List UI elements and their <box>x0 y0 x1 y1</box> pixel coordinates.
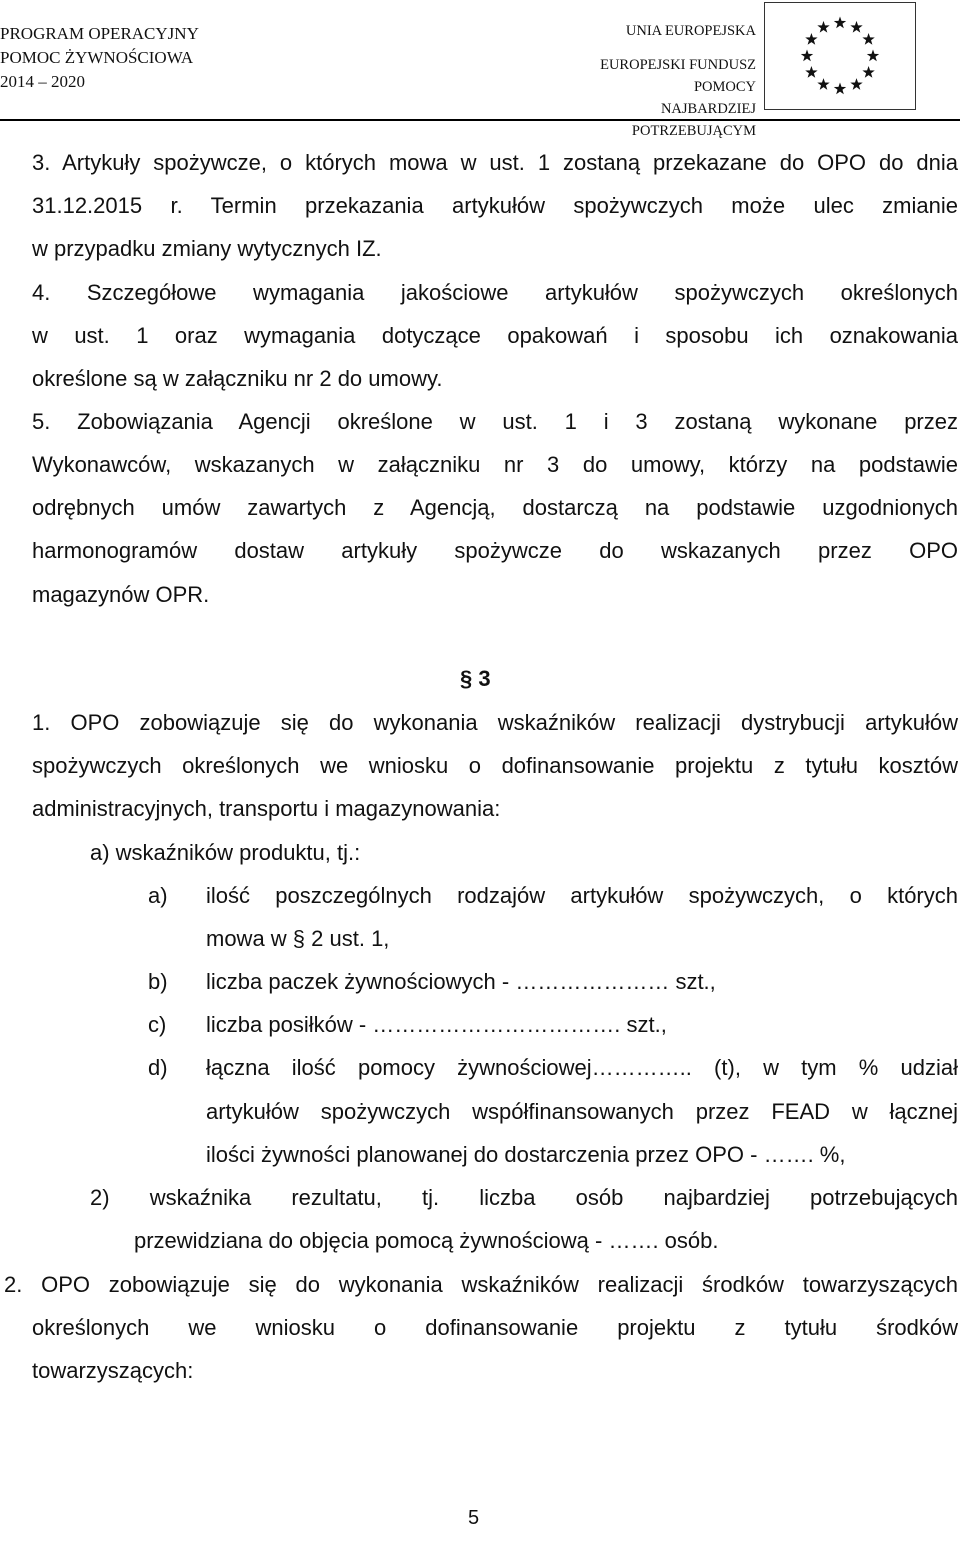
page-header <box>0 0 960 139</box>
section-1-line: administracyjnych, transportu i magazynowania: <box>32 796 501 821</box>
result-indicator-item: przewidziana do objęcia pomocą żywnościową - ……. osób. <box>134 1228 719 1253</box>
program-years: 2014 – 2020 <box>0 72 85 91</box>
flag-star-icon <box>850 21 862 33</box>
paragraph-3-line: 31.12.2015 r. Termin przekazania artykułów spożywczych może ulec zmianie <box>32 193 958 218</box>
flag-star-icon <box>817 21 829 33</box>
list-item-label: d) <box>148 1055 168 1080</box>
header-divider <box>0 119 960 121</box>
eu-name: UNIA EUROPEJSKA <box>625 23 756 39</box>
paragraph-4-line: określone są w załączniku nr 2 do umowy. <box>32 366 443 391</box>
fund-name-line: EUROPEJSKI FUNDUSZ POMOCY <box>600 57 756 95</box>
flag-star-icon <box>834 83 846 95</box>
product-indicators-item: a) wskaźników produktu, tj.: <box>90 840 361 865</box>
eu-flag-stars-icon <box>764 2 916 110</box>
paragraph-4-line: 4. Szczegółowe wymagania jakościowe artykułów spożywczych określonych <box>32 280 958 305</box>
flag-star-icon <box>801 50 813 62</box>
list-item-text: liczba posiłków - ……………………………. szt., <box>206 1012 667 1037</box>
paragraph-5-line: 5. Zobowiązania Agencji określone w ust. 1 i 3 zostaną wykonane przez <box>32 409 958 434</box>
list-item-label: a) <box>148 883 168 908</box>
flag-star-icon <box>862 66 874 78</box>
program-title-line: POMOC ŻYWNOŚCIOWA <box>0 48 194 67</box>
paragraph-3-line: w przypadku zmiany wytycznych IZ. <box>32 236 382 261</box>
section-2-line: 2. OPO zobowiązuje się do wykonania wskaźników realizacji środków towarzyszących <box>4 1272 958 1297</box>
program-title-line: PROGRAM OPERACYJNY <box>0 24 199 43</box>
eu-fund-block <box>560 20 756 142</box>
flag-star-icon <box>867 50 879 62</box>
section-2-line: określonych we wniosku o dofinansowanie projektu z tytułu środków <box>32 1315 958 1340</box>
program-title-block <box>0 22 199 94</box>
paragraph-5-line: harmonogramów dostaw artykuły spożywcze do wskazanych przez OPO <box>32 538 958 563</box>
section-2-line: towarzyszących: <box>32 1358 194 1383</box>
list-item-text: łączna ilość pomocy żywnościowej………….. (t), w tym % udział <box>206 1055 958 1080</box>
flag-star-icon <box>805 66 817 78</box>
paragraph-5-line: odrębnych umów zawartych z Agencją, dostarczą na podstawie uzgodnionych <box>32 495 958 520</box>
section-1-line: spożywczych określonych we wniosku o dofinansowanie projektu z tytułu kosztów <box>32 753 958 778</box>
list-item-label: b) <box>148 969 168 994</box>
flag-star-icon <box>850 78 862 90</box>
flag-star-icon <box>817 78 829 90</box>
list-item-text: artykułów spożywczych współfinansowanych przez FEAD w łącznej <box>206 1099 958 1124</box>
flag-star-icon <box>834 17 846 29</box>
paragraph-5-line: magazynów OPR. <box>32 582 210 607</box>
list-item-text: ilości żywności planowanej do dostarczenia przez OPO - ……. %, <box>206 1142 846 1167</box>
flag-star-icon <box>862 33 874 45</box>
fund-name-line: NAJBARDZIEJ POTRZEBUJĄCYM <box>631 101 756 139</box>
list-item-text: liczba paczek żywnościowych - ………………… szt., <box>206 969 716 994</box>
paragraph-4-line: w ust. 1 oraz wymagania dotyczące opakowań i sposobu ich oznakowania <box>32 323 958 348</box>
section-1-line: 1. OPO zobowiązuje się do wykonania wskaźników realizacji dystrybucji artykułów <box>32 710 958 735</box>
list-item-label: c) <box>148 1012 167 1037</box>
result-indicator-item: 2) wskaźnika rezultatu, tj. liczba osób najbardziej potrzebujących <box>90 1185 958 1210</box>
page-number: 5 <box>468 1507 480 1529</box>
paragraph-5-line: Wykonawców, wskazanych w załączniku nr 3 do umowy, którzy na podstawie <box>32 452 958 477</box>
paragraph-3-line: 3. Artykuły spożywcze, o których mowa w ust. 1 zostaną przekazane do OPO do dnia <box>32 150 958 175</box>
list-item-text: mowa w § 2 ust. 1, <box>206 926 390 951</box>
list-item-text: ilość poszczególnych rodzajów artykułów spożywczych, o których <box>206 883 958 908</box>
section-heading: § 3 <box>460 666 491 691</box>
flag-star-icon <box>805 33 817 45</box>
